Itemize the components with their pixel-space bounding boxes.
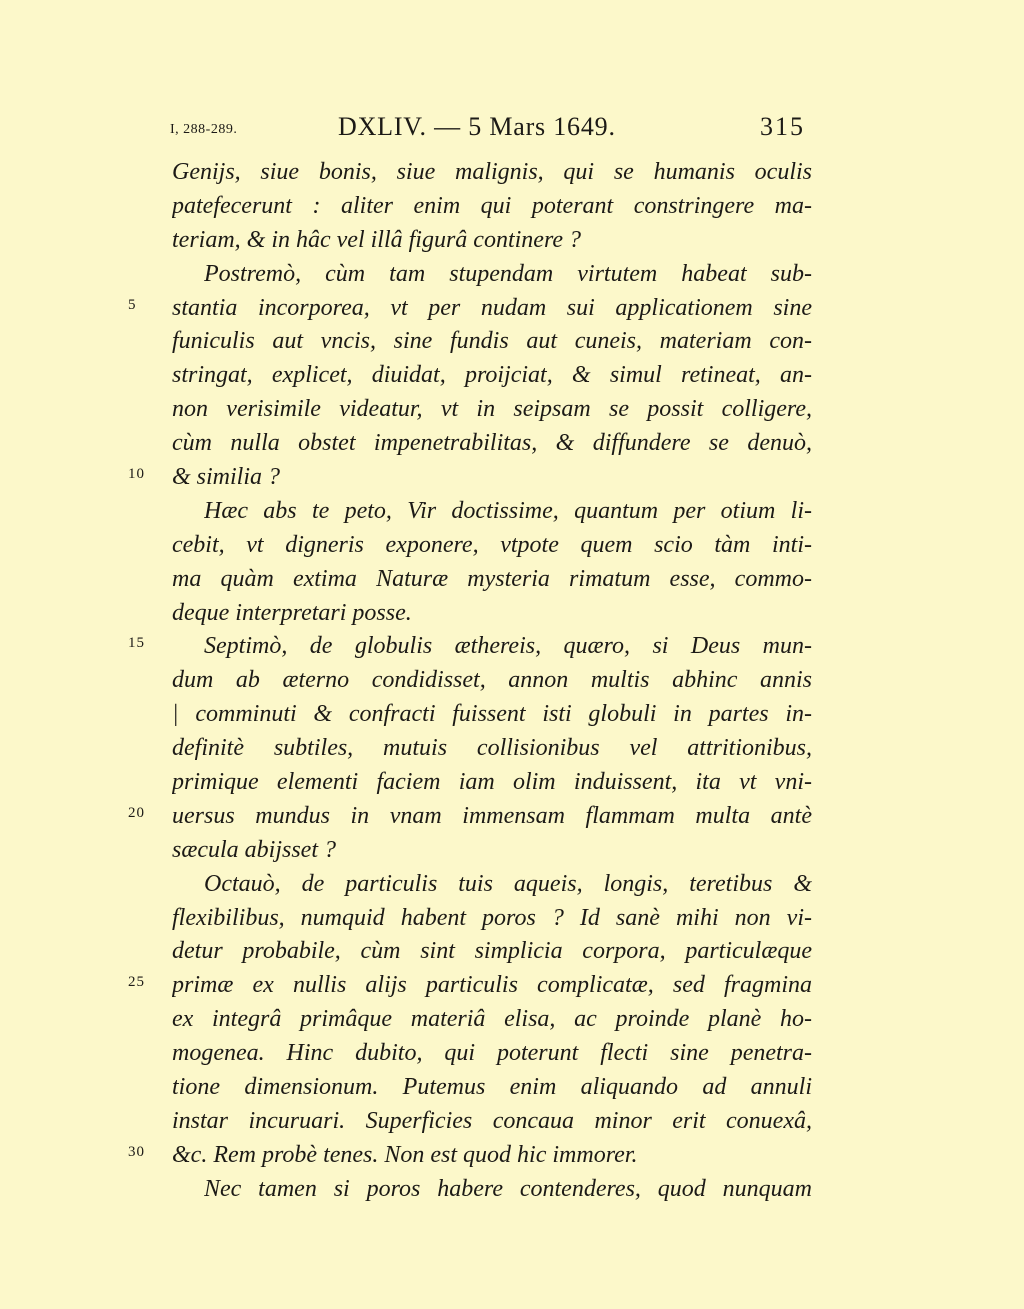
line-text: stantia incorporea, vt per nudam sui applicationem sine (172, 294, 812, 321)
text-line (0, 529, 1024, 563)
line-text: uersus mundus in vnam immensam flammam multa antè (172, 802, 812, 829)
text-line (0, 1037, 1024, 1071)
line-text: ex integrâ primâque materiâ elisa, ac proinde planè ho- (172, 1006, 812, 1033)
line-text: non verisimile videatur, vt in seipsam se possit colligere, (172, 396, 812, 423)
page-reference: I, 288-289. (170, 122, 238, 137)
running-header (0, 112, 1024, 148)
letter-body (0, 156, 1024, 1207)
line-text: detur probabile, cùm sint simplicia corpora, particulæque (172, 938, 812, 965)
line-text: mogenea. Hinc dubito, qui poterunt flecti sine penetra- (172, 1040, 812, 1067)
text-line (0, 190, 1024, 224)
line-text: cùm nulla obstet impenetrabilitas, & diffundere se denuò, (172, 430, 812, 457)
page-number: 315 (760, 112, 805, 141)
line-number: 10 (128, 466, 145, 483)
text-line (0, 1071, 1024, 1105)
text-line (0, 868, 1024, 902)
line-text: primæ ex nullis alijs particulis complicatæ, sed fragmina (172, 972, 812, 999)
line-number: 20 (128, 804, 145, 821)
line-text: cebit, vt digneris exponere, vtpote quem scio tàm inti- (172, 531, 812, 558)
line-text: Septimò, de globulis æthereis, quæro, si Deus mun- (204, 633, 812, 660)
line-text: tione dimensionum. Putemus enim aliquando ad annuli (172, 1074, 812, 1101)
text-line (0, 1173, 1024, 1207)
text-line (0, 1139, 1024, 1173)
line-text: primique elementi faciem iam olim induissent, ita vt vni- (172, 769, 812, 796)
line-text: &c. Rem probè tenes. Non est quod hic immorer. (172, 1141, 638, 1168)
line-text: sæcula abijsset ? (172, 836, 337, 863)
line-text: ma quàm extima Naturæ mysteria rimatum esse, commo- (172, 565, 812, 592)
line-number: 25 (128, 974, 145, 991)
line-text: patefecerunt : aliter enim qui poterant constringere ma- (172, 192, 812, 219)
line-text: Genijs, siue bonis, siue malignis, qui se humanis oculis (172, 159, 812, 185)
text-line (0, 563, 1024, 597)
text-line (0, 495, 1024, 529)
letter-heading: DXLIV. — 5 Mars 1649. (338, 112, 616, 141)
line-text: stringat, explicet, diuidat, proijciat, & simul retineat, an- (172, 362, 812, 389)
text-line (0, 224, 1024, 258)
line-text: deque interpretari posse. (172, 599, 412, 626)
text-line (0, 461, 1024, 495)
text-line (0, 427, 1024, 461)
line-number: 5 (128, 296, 137, 313)
line-text: Postremò, cùm tam stupendam virtutem habeat sub- (204, 260, 812, 287)
text-line (0, 1105, 1024, 1139)
line-text: funiculis aut vncis, sine fundis aut cuneis, materiam con- (172, 328, 812, 355)
text-line (0, 935, 1024, 969)
line-text: flexibilibus, numquid habent poros ? Id sanè mihi non vi- (172, 904, 812, 931)
text-line (0, 969, 1024, 1003)
line-text: Octauò, de particulis tuis aqueis, longis, teretibus & (204, 870, 812, 897)
text-line (0, 766, 1024, 800)
text-line (0, 800, 1024, 834)
line-text: | comminuti & confracti fuissent isti globuli in partes in- (172, 701, 812, 728)
text-line (0, 834, 1024, 868)
text-line (0, 359, 1024, 393)
text-line (0, 292, 1024, 326)
text-line (0, 156, 1024, 190)
line-text: teriam, & in hâc vel illâ figurâ continere ? (172, 226, 582, 253)
text-line (0, 732, 1024, 766)
line-text: definitè subtiles, mutuis collisionibus vel attritionibus, (172, 735, 812, 762)
text-line (0, 597, 1024, 631)
text-line (0, 1003, 1024, 1037)
line-text: instar incuruari. Superficies concaua minor erit conuexâ, (172, 1107, 812, 1134)
text-line (0, 664, 1024, 698)
text-line (0, 258, 1024, 292)
text-line (0, 393, 1024, 427)
line-number: 15 (128, 635, 145, 652)
text-line (0, 902, 1024, 936)
line-text: Hæc abs te peto, Vir doctissime, quantum per otium li- (204, 497, 812, 524)
text-line (0, 630, 1024, 664)
text-line (0, 698, 1024, 732)
line-text: & similia ? (172, 464, 281, 491)
line-number: 30 (128, 1143, 145, 1160)
line-text: Nec tamen si poros habere contenderes, quod nunquam (204, 1175, 812, 1202)
line-text: dum ab æterno condidisset, annon multis abhinc annis (172, 667, 812, 694)
text-line (0, 325, 1024, 359)
